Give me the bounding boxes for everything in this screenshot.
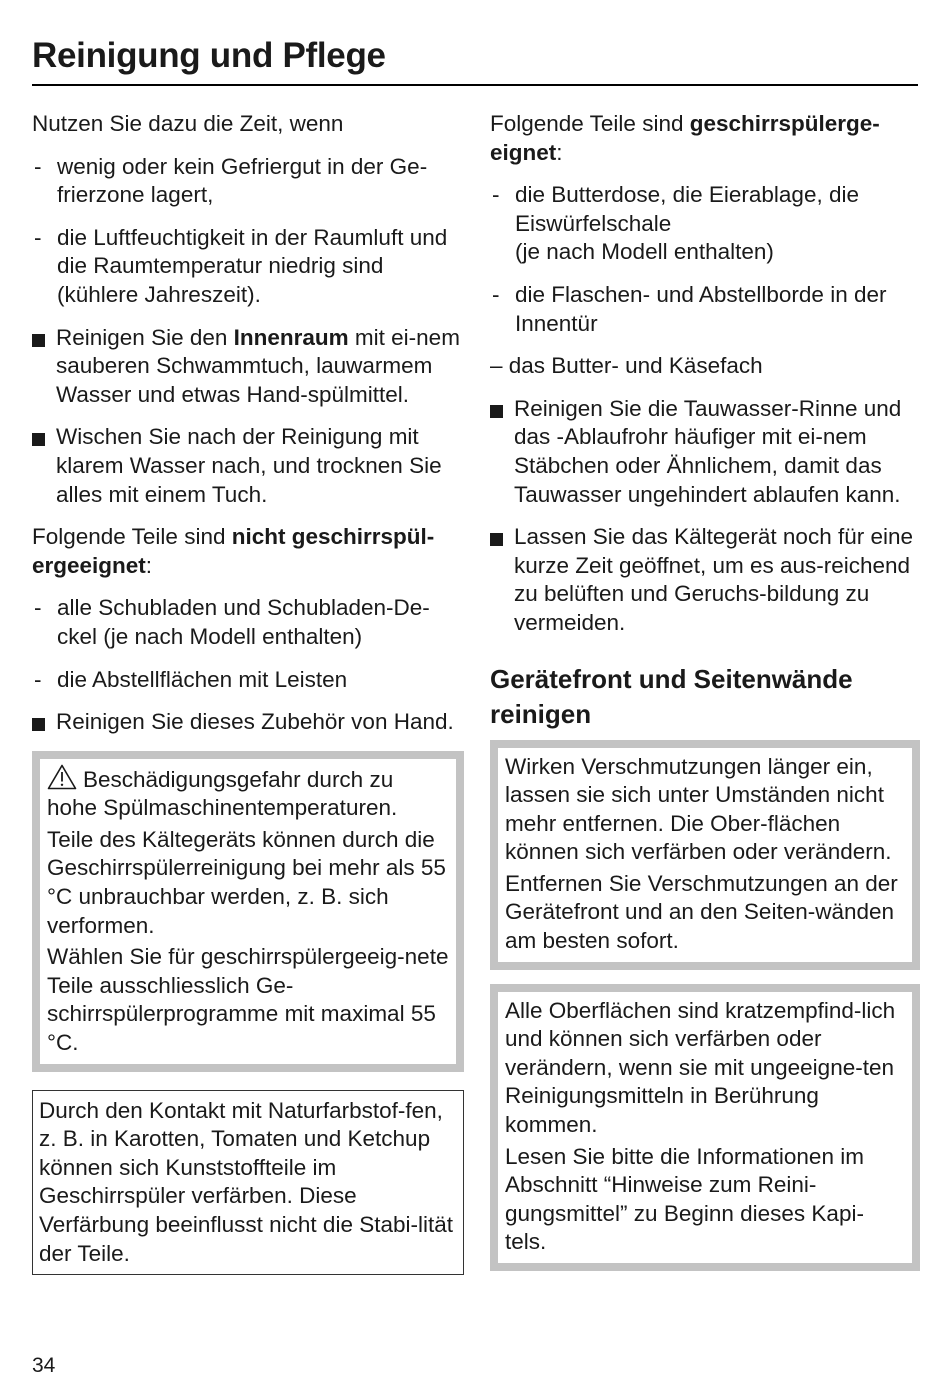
square-bullet-icon <box>490 533 503 546</box>
part-text: die Flaschen- und Abstellborde in der Innentür <box>515 281 887 336</box>
left-column <box>32 110 464 1275</box>
page-title: Reinigung und Pflege <box>32 36 386 75</box>
info-paragraph: Alle Oberflächen sind kratzempfind-lich und können sich verfärben oder verändern, wenn sie mit ungeeigne-ten Reinigungsmitteln in Berührung kommen. <box>505 997 896 1138</box>
info-paragraph: Entfernen Sie Verschmutzungen an der Gerätefront und an den Seiten-wänden am besten sofort. <box>505 870 898 954</box>
intro-emphasis: nicht geschirrspül-ergeeignet <box>32 524 435 578</box>
section-heading: Gerätefront und Seitenwände reinigen <box>490 663 853 729</box>
condition-text: wenig oder kein Gefriergut in der Ge-frierzone lagert, <box>57 153 428 208</box>
intro-text: Folgende Teile sind <box>32 524 232 550</box>
part-item <box>490 281 920 338</box>
part-item <box>32 594 464 651</box>
info-box <box>490 740 920 970</box>
instruction-step <box>32 708 464 737</box>
info-paragraph: Wirken Verschmutzungen länger ein, lassen sie sich unter Umständen nicht mehr entfernen. Die Ober-flächen können sich verfärben oder verändern. <box>505 753 892 865</box>
step-text: Reinigen Sie den <box>56 324 234 350</box>
square-bullet-icon <box>32 433 45 446</box>
warning-paragraph: Wählen Sie für geschirrspülergeeig-nete Teile ausschliesslich Ge-schirrspülerprogramme mit maximal 55 °C. <box>47 944 449 1056</box>
step-text: Lassen Sie das Kältegerät noch für eine kurze Zeit geöffnet, um es aus-reichend zu belüften und Geruchs-bildung zu vermeiden. <box>514 524 914 635</box>
step-text: Reinigen Sie die Tauwasser-Rinne und das -Ablaufrohr häufiger mit ei-nem Stäbchen oder Ähnlichem, damit das Tauwasser ungehindert ablaufen kann. <box>514 395 902 507</box>
warning-box <box>32 751 464 1072</box>
note-box <box>32 1090 464 1276</box>
square-bullet-icon <box>32 718 45 731</box>
title-rule <box>32 84 918 86</box>
part-text: die Abstellflächen mit Leisten <box>57 666 348 692</box>
intro-colon: : <box>556 139 563 165</box>
warning-headline: Beschädigungsgefahr durch zu hohe Spülmaschinentemperaturen. <box>47 766 398 821</box>
step-text: mit ei-nem sauberen Schwammtuch, lauwarmem Wasser und etwas Hand-spülmittel. <box>56 324 460 407</box>
instruction-step <box>32 324 464 410</box>
warning-triangle-icon <box>47 764 77 790</box>
part-item <box>32 666 464 695</box>
info-box <box>490 984 920 1271</box>
intro-text: Folgende Teile sind <box>490 111 690 136</box>
not-dishwasher-intro <box>32 523 464 580</box>
intro-text: Nutzen Sie dazu die Zeit, wenn <box>32 111 344 136</box>
part-text: die Butterdose, die Eierablage, die Eiswürfelschale (je nach Modell enthalten) <box>515 182 859 265</box>
note-text: Durch den Kontakt mit Naturfarbstof-fen, z. B. in Karotten, Tomaten und Ketchup können sich Kunststoffteile im Geschirrspüler verfärben. Diese Verfärbung beeinflusst nicht die Stabi-lität der Teile. <box>39 1097 453 1266</box>
condition-item <box>32 224 464 310</box>
intro-colon: : <box>145 552 153 578</box>
right-column <box>490 110 920 1285</box>
extra-part-item: – das Butter- und Käsefach <box>490 353 763 379</box>
info-paragraph: Lesen Sie bitte die Informationen im Abschnitt “Hinweise zum Reini-gungsmittel” zu Beginn dieses Kapi-tels. <box>505 1143 864 1255</box>
part-item <box>490 181 920 267</box>
step-emphasis: Innenraum <box>233 324 349 350</box>
warning-paragraph: Teile des Kältegeräts können durch die Geschirrspülerreinigung bei mehr als 55 °C unbrauchbar werden, z. B. sich verformen. <box>47 826 446 938</box>
page-number: 34 <box>32 1354 56 1377</box>
step-text: Wischen Sie nach der Reinigung mit klarem Wasser nach, und trocknen Sie alles mit einem Tuch. <box>56 424 442 507</box>
square-bullet-icon <box>32 334 45 347</box>
instruction-step <box>490 395 920 509</box>
part-text: alle Schubladen und Schubladen-De-ckel (je nach Modell enthalten) <box>57 595 430 649</box>
dishwasher-intro <box>490 110 920 167</box>
step-text: Reinigen Sie dieses Zubehör von Hand. <box>56 709 454 735</box>
instruction-step <box>490 523 920 637</box>
condition-text: die Luftfeuchtigkeit in der Raumluft und die Raumtemperatur niedrig sind (kühlere Jahreszeit). <box>57 224 448 307</box>
square-bullet-icon <box>490 405 503 418</box>
instruction-step <box>32 423 464 509</box>
warning-headline-line <box>47 764 449 823</box>
condition-item <box>32 153 464 210</box>
intro-emphasis: geschirrspülerge-eignet <box>490 111 880 165</box>
